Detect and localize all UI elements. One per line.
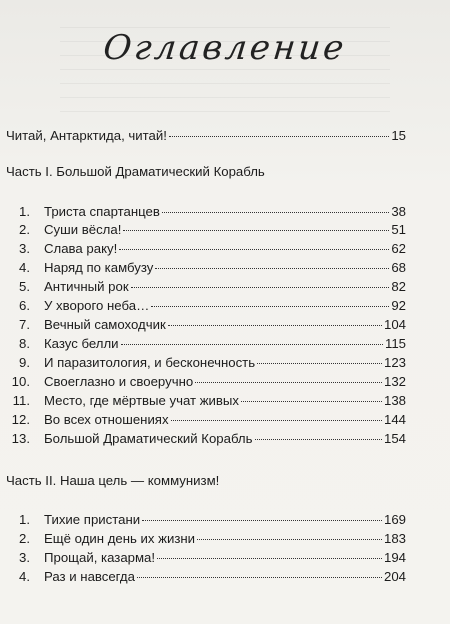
toc-entry <box>0 241 406 259</box>
toc-entry-number: 1. <box>19 204 30 219</box>
toc-entry <box>0 260 406 278</box>
dot-leader <box>142 520 382 521</box>
toc-entry-text: Место, где мёртвые учат живых <box>44 393 239 408</box>
toc-entry-text: Античный рок <box>44 279 129 294</box>
toc-entry-page: 38 <box>391 204 406 219</box>
toc-entry-page: 104 <box>383 317 406 332</box>
toc-entry-number: 4. <box>19 260 30 275</box>
dot-leader <box>123 230 389 231</box>
toc-entry-text: Суши вёсла! <box>44 222 122 237</box>
dot-leader <box>157 558 382 559</box>
toc-entry-number: 1. <box>19 512 30 527</box>
page-title: Оглавление <box>101 28 349 68</box>
dot-leader <box>171 420 382 421</box>
toc-entry-text: Казус белли <box>44 336 119 351</box>
toc-entry-text: Читай, Антарктида, читай! <box>6 128 167 143</box>
toc-entry-number: 3. <box>19 241 30 256</box>
toc-entry-page: 62 <box>391 241 406 256</box>
dot-leader <box>257 363 382 364</box>
toc-entry-text: Тихие пристани <box>44 512 141 527</box>
toc-entry-page: 123 <box>383 355 406 370</box>
dot-leader <box>255 439 382 440</box>
toc-entry-text: Во всех отношениях <box>44 412 169 427</box>
dot-leader <box>137 577 382 578</box>
toc-entry <box>0 412 406 430</box>
toc-entry-page: 138 <box>383 393 406 408</box>
dot-leader <box>131 287 390 288</box>
toc-entry <box>0 279 406 297</box>
toc-entry <box>0 512 406 530</box>
toc-entry <box>0 393 406 411</box>
toc-entry-number: 2. <box>19 222 30 237</box>
toc-entry-text: Большой Драматический Корабль <box>44 431 253 446</box>
toc-entry-page: 154 <box>383 431 406 446</box>
dot-leader <box>169 136 389 137</box>
toc-entry-number: 13. <box>11 431 30 446</box>
toc-entry <box>0 431 406 449</box>
toc-entry-number: 8. <box>19 336 30 351</box>
dot-leader <box>155 268 389 269</box>
toc-entry-page: 115 <box>384 336 406 351</box>
toc-entry-text: И паразитология, и бесконечность <box>44 355 256 370</box>
toc-entry-number: 10. <box>11 374 30 389</box>
toc-entry-text: Раз и навсегда <box>44 569 135 584</box>
dot-leader <box>241 401 382 402</box>
toc-entry-number: 9. <box>19 355 30 370</box>
toc-entry <box>0 204 406 222</box>
toc-entry <box>0 222 406 240</box>
toc-entry <box>0 569 406 587</box>
toc-entry <box>0 374 406 392</box>
toc-entry-text: У хворого неба… <box>44 298 150 313</box>
toc-entry-page: 144 <box>383 412 406 427</box>
toc-entry-page: 15 <box>391 128 406 143</box>
part-heading-1: Часть I. Большой Драматический Корабль <box>6 164 265 179</box>
toc-entry <box>0 298 406 316</box>
toc-entry-number: 2. <box>19 531 30 546</box>
part-heading-2: Часть II. Наша цель — коммунизм! <box>6 473 220 488</box>
toc-entry-page: 194 <box>383 550 406 565</box>
toc-entry-page: 132 <box>383 374 406 389</box>
toc-entry-number: 6. <box>19 298 30 313</box>
toc-entry-page: 68 <box>391 260 406 275</box>
toc-entry-page: 82 <box>391 279 406 294</box>
toc-entry <box>0 317 406 335</box>
dot-leader <box>168 325 382 326</box>
toc-entry-text: Наряд по камбузу <box>44 260 154 275</box>
toc-entry-page: 169 <box>383 512 406 527</box>
toc-entry-page: 92 <box>391 298 406 313</box>
toc-entry-page: 51 <box>391 222 406 237</box>
toc-entry-number: 12. <box>11 412 30 427</box>
toc-entry-number: 11. <box>12 393 30 408</box>
dot-leader <box>195 382 382 383</box>
toc-entry-number: 5. <box>19 279 30 294</box>
toc-entry <box>0 336 406 354</box>
dot-leader <box>162 212 389 213</box>
toc-entry <box>0 355 406 373</box>
toc-entry-text: Слава раку! <box>44 241 118 256</box>
toc-entry-text: Вечный самоходчик <box>44 317 166 332</box>
toc-entry-page: 204 <box>383 569 406 584</box>
toc-entry-text: Прощай, казарма! <box>44 550 156 565</box>
toc-entry-number: 7. <box>19 317 30 332</box>
dot-leader <box>119 249 389 250</box>
dot-leader <box>197 539 382 540</box>
toc-entry <box>0 531 406 549</box>
toc-entry-intro <box>6 128 406 146</box>
toc-entry-text: Своеглазно и своеручно <box>44 374 194 389</box>
toc-entry-text: Триста спартанцев <box>44 204 160 219</box>
toc-entry-text: Ещё один день их жизни <box>44 531 196 546</box>
toc-entry-number: 3. <box>19 550 30 565</box>
dot-leader <box>151 306 389 307</box>
dot-leader <box>121 344 383 345</box>
toc-entry-number: 4. <box>19 569 30 584</box>
toc-entry <box>0 550 406 568</box>
toc-entry-page: 183 <box>383 531 406 546</box>
